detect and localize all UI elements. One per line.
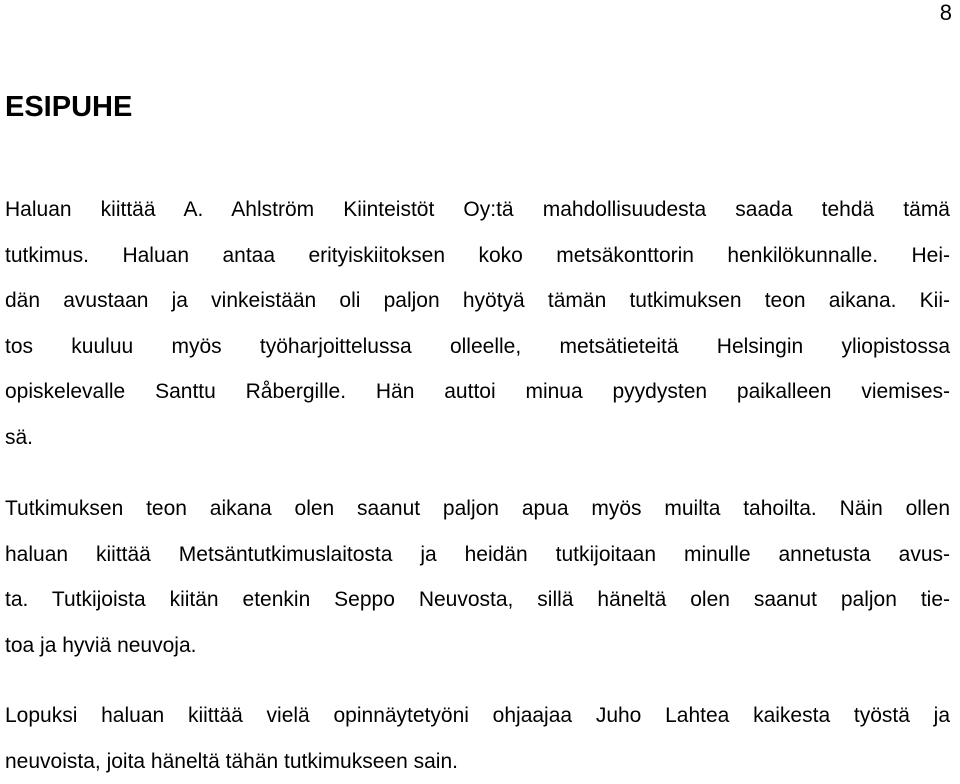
page-number: 8 xyxy=(940,0,952,26)
paragraph-line: dän avustaan ja vinkeistään oli paljon hyötyä tämän tutkimuksen teon aikana. Kii- xyxy=(5,278,950,324)
paragraph-line: neuvoista, joita häneltä tähän tutkimukseen sain. xyxy=(5,739,950,784)
paragraph-line: sä. xyxy=(5,415,950,461)
paragraph-line: haluan kiittää Metsäntutkimuslaitosta ja heidän tutkijoitaan minulle annetusta avus- xyxy=(5,532,950,578)
paragraph-line: toa ja hyviä neuvoja. xyxy=(5,623,950,669)
page-heading: ESIPUHE xyxy=(5,90,132,124)
paragraph-line: Haluan kiittää A. Ahlström Kiinteistöt Oy:tä mahdollisuudesta saada tehdä tämä xyxy=(5,187,950,233)
paragraph-line: ta. Tutkijoista kiitän etenkin Seppo Neuvosta, sillä häneltä olen saanut paljon tie- xyxy=(5,577,950,623)
paragraph-line: tos kuuluu myös työharjoittelussa olleelle, metsätieteitä Helsingin yliopistossa xyxy=(5,324,950,370)
paragraph-acknowledgement-researchers xyxy=(5,486,950,668)
paragraph-acknowledgement-company xyxy=(5,187,950,460)
paragraph-acknowledgement-supervisor xyxy=(5,693,950,784)
paragraph-line: Lopuksi haluan kiittää vielä opinnäytetyöni ohjaajaa Juho Lahtea kaikesta työstä ja xyxy=(5,693,950,739)
paragraph-line: Tutkimuksen teon aikana olen saanut paljon apua myös muilta tahoilta. Näin ollen xyxy=(5,486,950,532)
paragraph-line: tutkimus. Haluan antaa erityiskiitoksen koko metsäkonttorin henkilökunnalle. Hei- xyxy=(5,233,950,279)
paragraph-line: opiskelevalle Santtu Råbergille. Hän auttoi minua pyydysten paikalleen viemises- xyxy=(5,369,950,415)
